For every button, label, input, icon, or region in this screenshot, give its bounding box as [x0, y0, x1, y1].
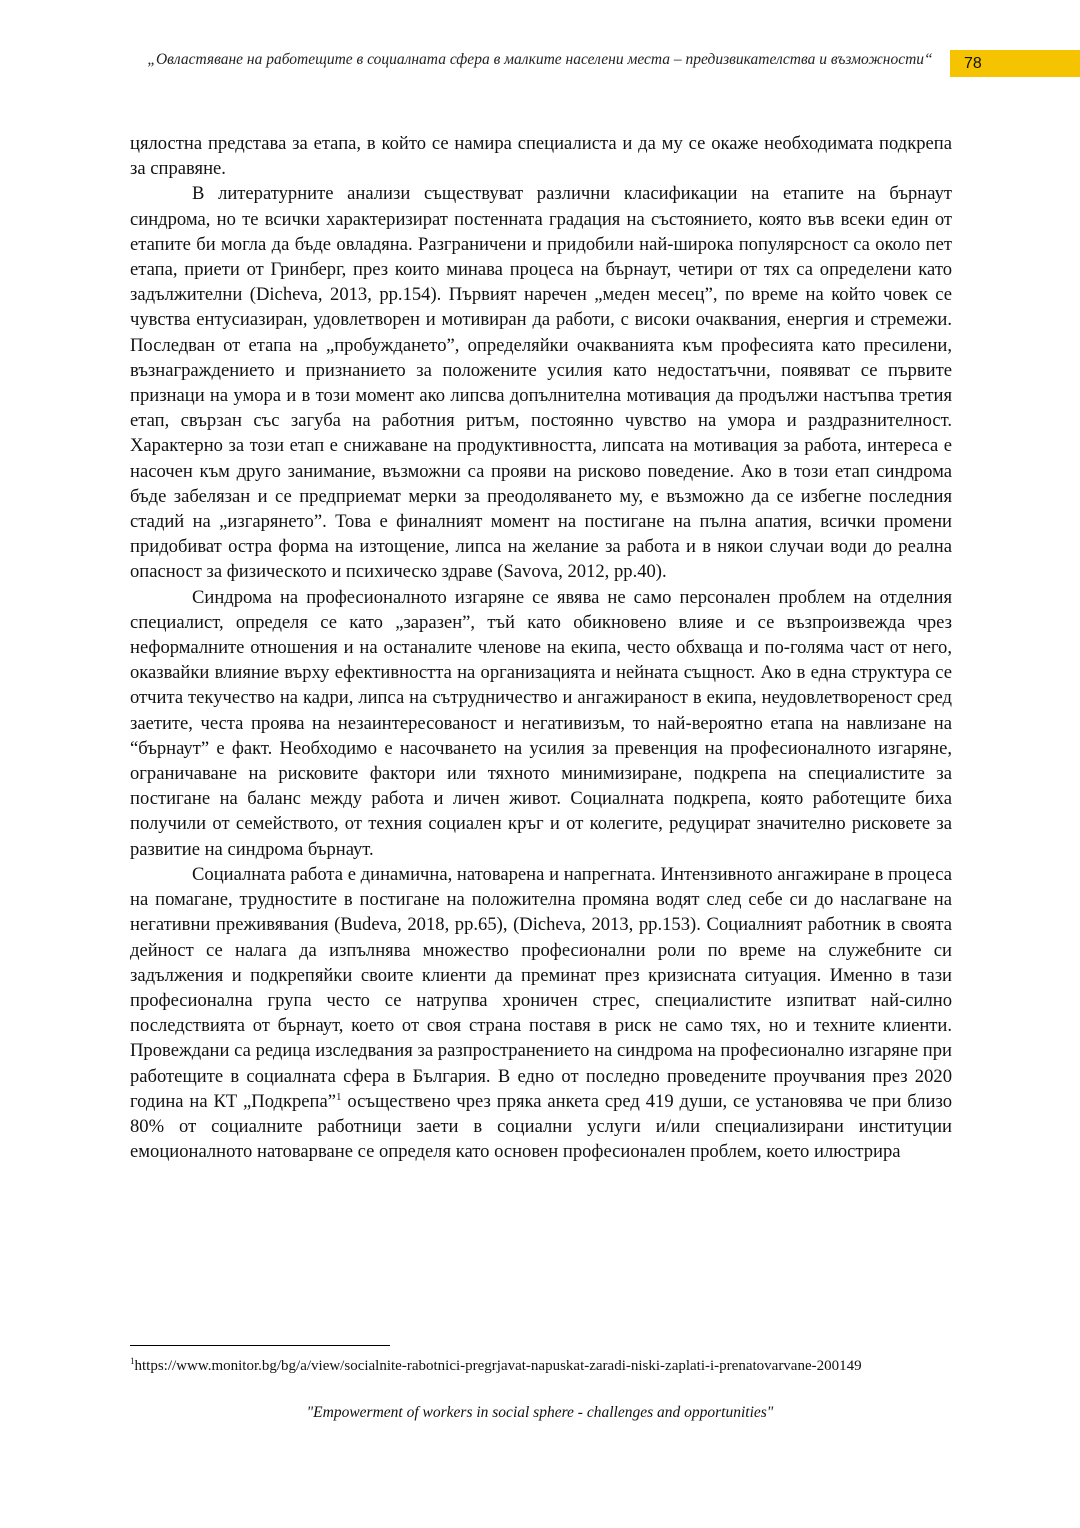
paragraph-1: цялостна представа за етапа, в който се намира специалиста и да му се окаже необходимата подкрепа за справяне. [130, 133, 952, 180]
paragraph-4-part-2: осъществено чрез пряка анкета сред 419 души, се установява че при близо 80% от социалните работници заети в социални услуги и/или специализирани институции емоционалното натоварване се определя като основен професионален проблем, което илюстрира [130, 1090, 952, 1163]
running-header: „Овластяване на работещите в социалната сфера в малките населени места – предизвикателства и възможности“ [147, 51, 933, 68]
footnote-url[interactable]: https://www.monitor.bg/bg/a/view/socialnite-rabotnici-pregrjavat-napuskat-zaradi-niski-zaplati-i-prenatovarvane-200149 [134, 1358, 862, 1374]
paragraph-3: Синдрома на професионалното изгаряне се явява не само персонален проблем на отделния специалист, определя се като „заразен”, тъй като обикновено влияе и се възпроизвежда чрез неформалните отношения и на останалите членове на екипа, често обхваща и по-голяма част от него, оказвайки влияние върху ефективността на организацията и нейната същност. Ако в една структура се отчита текучество на кадри, липса на сътрудничество и ангажираност в екипа, неудовлетвореност сред заетите, честа проява на незаинтересованост и негативизъм, то най-вероятно етапа на навлизане на “бърнаут” е факт. Необходимо е насочването на усилия за превенция на професионалното изгаряне, ограничаване на рисковите фактори или тяхното минимизиране, подкрепа на специалистите за постигане на баланс между работа и личен живот. Социалната подкрепа, която работещите биха получили от семейството, от техния социален кръг и от колегите, редуцират значително рисковете за развитие на синдрома бърнаут. [130, 586, 952, 860]
footnote-reference[interactable]: 1 [336, 1090, 342, 1103]
body-text [130, 131, 952, 1164]
footnote [130, 1356, 950, 1376]
paragraph-4-part-1: Социалната работа е динамична, натоварена и напрегната. Интензивното ангажиране в процеса на помагане, трудностите в постигане на положителна промяна водят след себе си до наслагване на негативни преживявания (Budeva, 2018, pp.65), (Dicheva, 2013, pp.153). Социалният работник в своята дейност се налага да изпълнява множество професионални роли по време на служебните си задължения и подкрепяйки своите клиенти да преминат през кризисната ситуация. Именно в тази професионална група често се натрупва хроничен стрес, специалистите изпитват най-силно последствията от бърнаут, което от своя страна поставя в риск не само тях, но и техните клиенти. Провеждани са редица изследвания за разпространението на синдрома на професионално изгаряне при работещите в социалната сфера в България. В едно от последно проведените проучвания през 2020 година на КТ „Подкрепа” [130, 863, 952, 1112]
footnote-marker: 1 [130, 1356, 135, 1366]
page-number-badge: 78 [950, 50, 1080, 77]
footnote-divider [130, 1345, 390, 1346]
paragraph-4 [130, 862, 952, 1164]
paragraph-2: В литературните анализи съществуват различни класификации на етапите на бърнаут синдрома, но те всички характеризират постенната градация на състоянието, която във всеки един от етапите би могла да бъде овладяна. Разграничени и придобили най-широка популярсност са около пет етапа, приети от Гринберг, през които минава процеса на бърнаут, четири от тях са определени като задължителни (Dicheva, 2013, pp.154). Първият наречен „меден месец”, по време на който човек се чувства ентусиазиран, удовлетворен и мотивиран да работи, с високи очаквания, енергия и стремежи. Последван от етапа на „пробуждането”, определяйки очакванията към професията като пресилени, възнаграждението и признанието за положените усилия като недостатъчни, появяват се първите признаци на умора и в този момент ако липсва допълнителна мотивация да продължи настъпва третия етап, свързан със загуба на работния ритъм, постоянно чувство на умора и раздразнителност. Характерно за този етап е снижаване на продуктивността, липсата на мотивация за работа, интереса е насочен към друго занимание, възможни са прояви на рисково поведение. Ако в този етап синдрома бъде забелязан и се предприемат мерки за преодоляването му, е възможно да се избегне последния стадий на „изгарянето”. Това е финалният момент на постигане на пълна апатия, всички промени придобиват остра форма на изтощение, липса на желание за работа и в някои случаи води до реална опасност за физическото и психическо здраве (Savova, 2012, pp.40). [130, 183, 952, 583]
running-footer: "Empowerment of workers in social sphere - challenges and opportunities" [306, 1404, 774, 1421]
